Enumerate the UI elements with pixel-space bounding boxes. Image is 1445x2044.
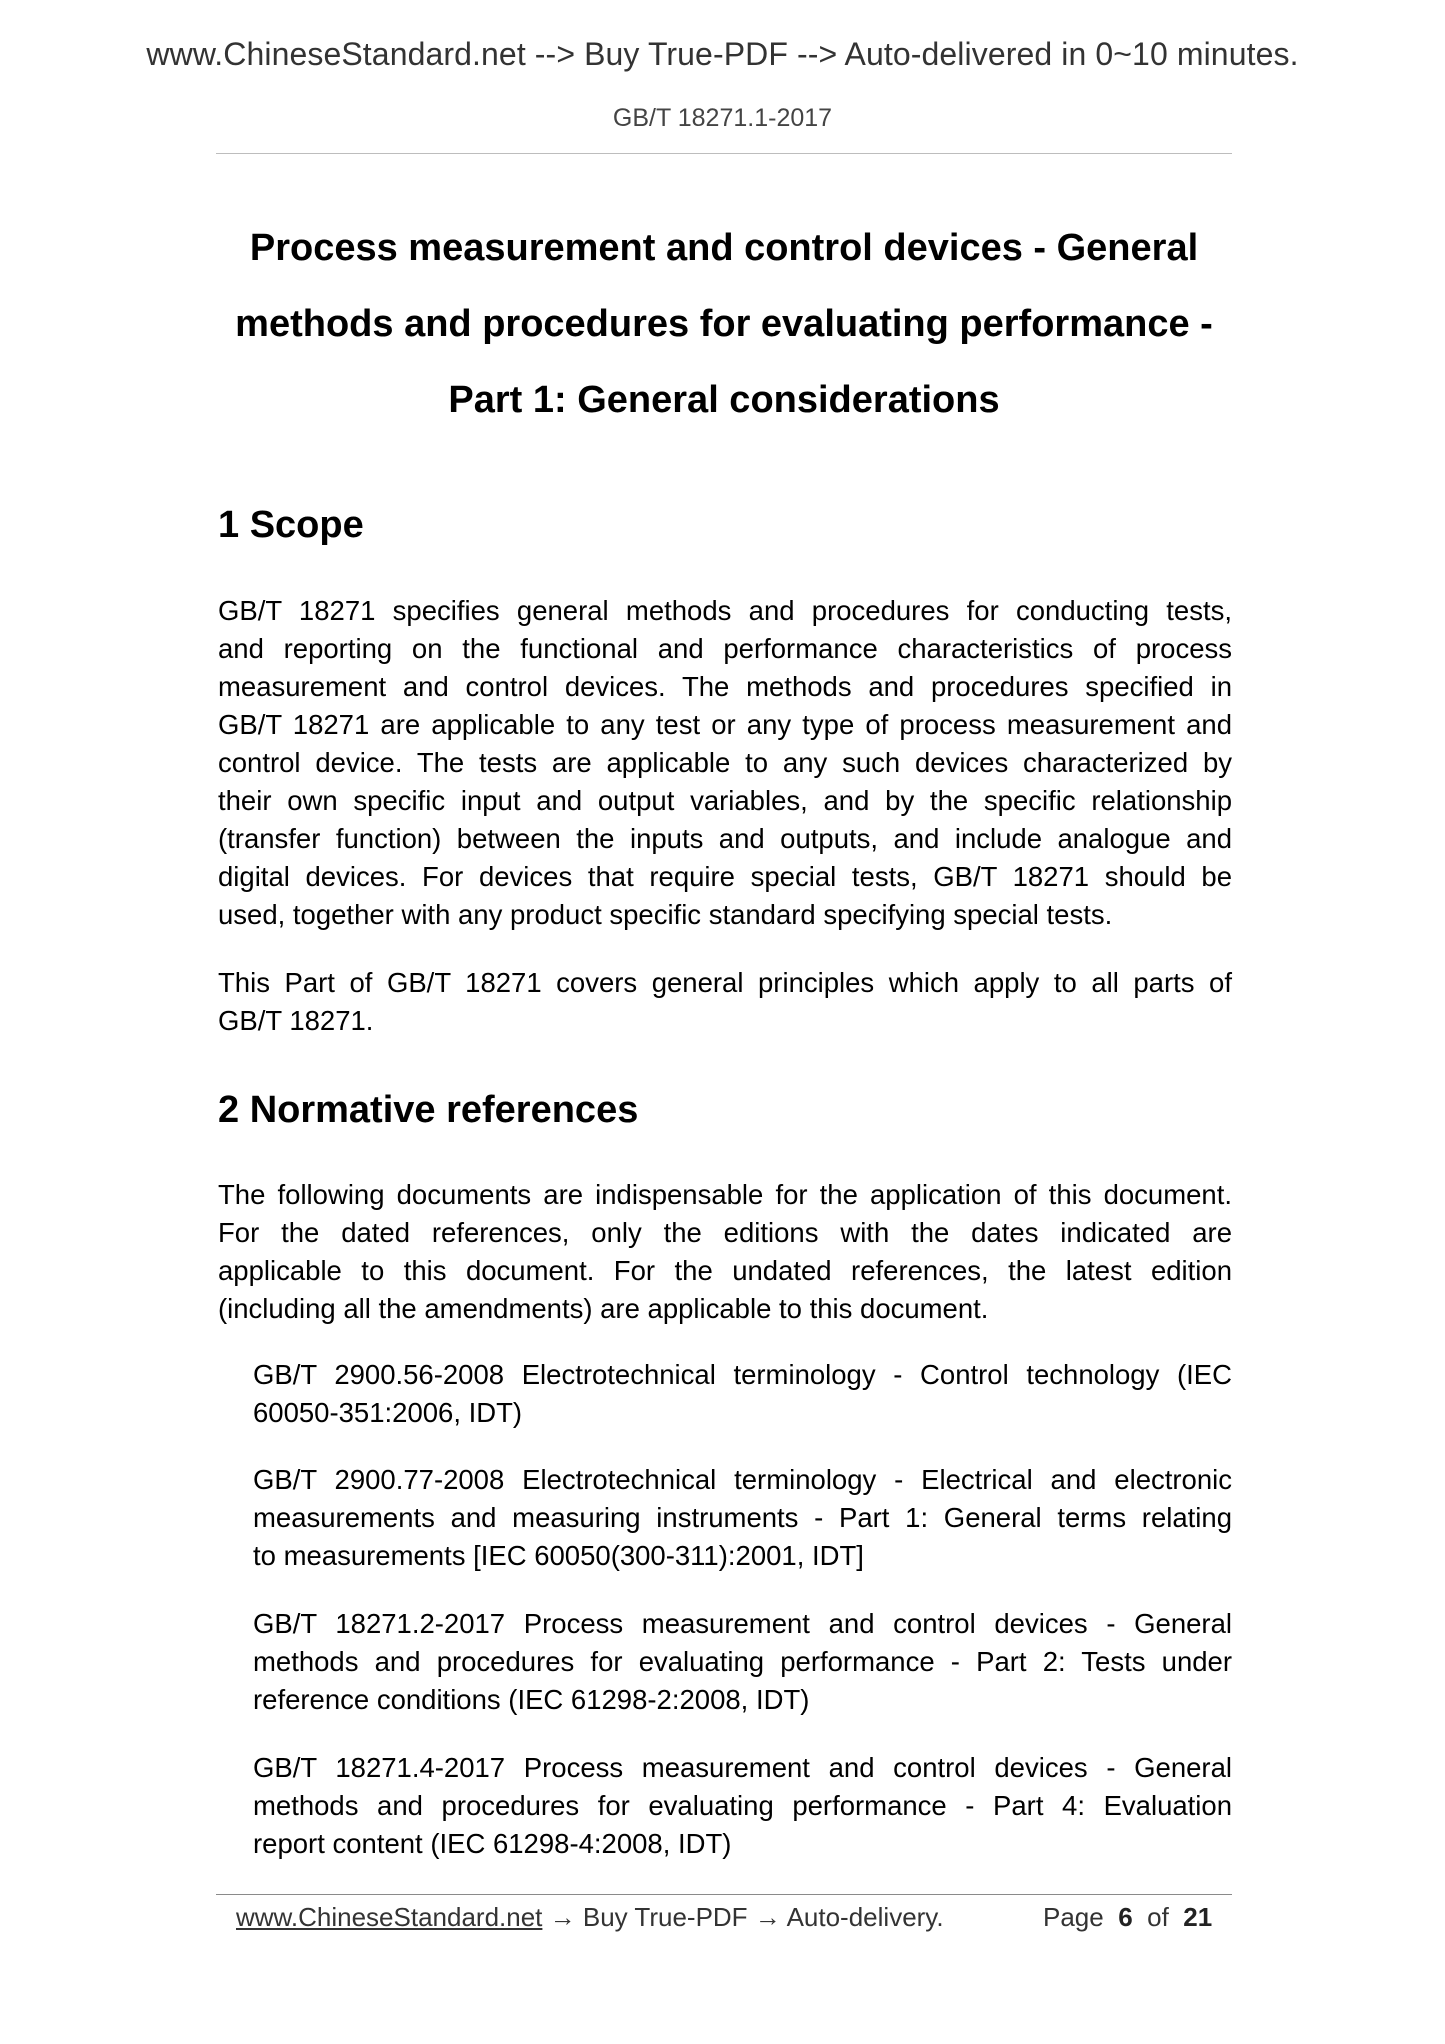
text-line: methods and procedures for evaluating performance - Part 2: Tests under (253, 1646, 1232, 1677)
text-line: (transfer function) between the inputs and outputs, and include analogue and (218, 823, 1232, 854)
footer-text (236, 1902, 944, 1933)
text-line: applicable to this document. For the undated references, the latest edition (218, 1255, 1232, 1286)
text-line: methods and procedures for evaluating performance - Part 4: Evaluation (253, 1790, 1232, 1821)
references-intro (218, 1176, 1232, 1328)
scope-paragraph-2 (218, 964, 1232, 1040)
text-line: GB/T 18271. (218, 1005, 374, 1036)
page-label: Page (1043, 1902, 1104, 1932)
text-line: control device. The tests are applicable to any such devices characterized by (218, 747, 1232, 778)
text-line: GB/T 18271 are applicable to any test or any type of process measurement and (218, 709, 1232, 740)
page-current: 6 (1118, 1902, 1133, 1932)
text-line: their own specific input and output variables, and by the specific relationship (218, 785, 1232, 816)
reference-item (253, 1605, 1232, 1719)
reference-item (253, 1356, 1232, 1432)
page-total: 21 (1183, 1902, 1213, 1932)
text-line: (including all the amendments) are applicable to this document. (218, 1293, 989, 1324)
text-line: The following documents are indispensable for the application of this document. (218, 1179, 1232, 1210)
text-line: GB/T 2900.77-2008 Electrotechnical terminology - Electrical and electronic (253, 1464, 1232, 1495)
section-heading-normative-references: 2 Normative references (218, 1089, 639, 1131)
text-line: GB/T 2900.56-2008 Electrotechnical terminology - Control technology (IEC (253, 1359, 1232, 1390)
reference-item (253, 1749, 1232, 1863)
text-line: 60050-351:2006, IDT) (253, 1397, 523, 1428)
page-of-label: of (1147, 1902, 1169, 1932)
footer-link[interactable]: www.ChineseStandard.net (236, 1902, 543, 1932)
section-heading-scope: 1 Scope (218, 504, 364, 546)
title-line: Part 1: General considerations (448, 379, 1000, 421)
title-line: methods and procedures for evaluating performance - (235, 303, 1213, 345)
title-line: Process measurement and control devices - General (249, 227, 1199, 269)
text-line: report content (IEC 61298-4:2008, IDT) (253, 1828, 732, 1859)
text-line: and reporting on the functional and performance characteristics of process (218, 633, 1232, 664)
footer-divider (216, 1894, 1232, 1895)
header-banner: www.ChineseStandard.net --> Buy True-PDF --> Auto-delivered in 0~10 minutes. (146, 36, 1299, 72)
text-line: GB/T 18271.4-2017 Process measurement and control devices - General (253, 1752, 1232, 1783)
reference-item (253, 1461, 1232, 1575)
header-divider (216, 153, 1232, 154)
text-line: to measurements [IEC 60050(300-311):2001, IDT] (253, 1540, 864, 1571)
document-title (216, 210, 1232, 438)
text-line: used, together with any product specific standard specifying special tests. (218, 899, 1113, 930)
text-line: reference conditions (IEC 61298-2:2008, IDT) (253, 1684, 810, 1715)
text-line: This Part of GB/T 18271 covers general principles which apply to all parts of (218, 967, 1232, 998)
text-line: GB/T 18271 specifies general methods and procedures for conducting tests, (218, 595, 1232, 626)
text-line: digital devices. For devices that require special tests, GB/T 18271 should be (218, 861, 1232, 892)
text-line: For the dated references, only the editions with the dates indicated are (218, 1217, 1232, 1248)
page-indicator (1043, 1902, 1212, 1933)
scope-paragraph-1 (218, 592, 1232, 934)
footer-tagline: → Buy True-PDF → Auto-delivery. (542, 1902, 944, 1932)
text-line: GB/T 18271.2-2017 Process measurement and control devices - General (253, 1608, 1232, 1639)
standard-code: GB/T 18271.1-2017 (612, 104, 833, 132)
text-line: measurement and control devices. The methods and procedures specified in (218, 671, 1232, 702)
text-line: measurements and measuring instruments - Part 1: General terms relating (253, 1502, 1232, 1533)
